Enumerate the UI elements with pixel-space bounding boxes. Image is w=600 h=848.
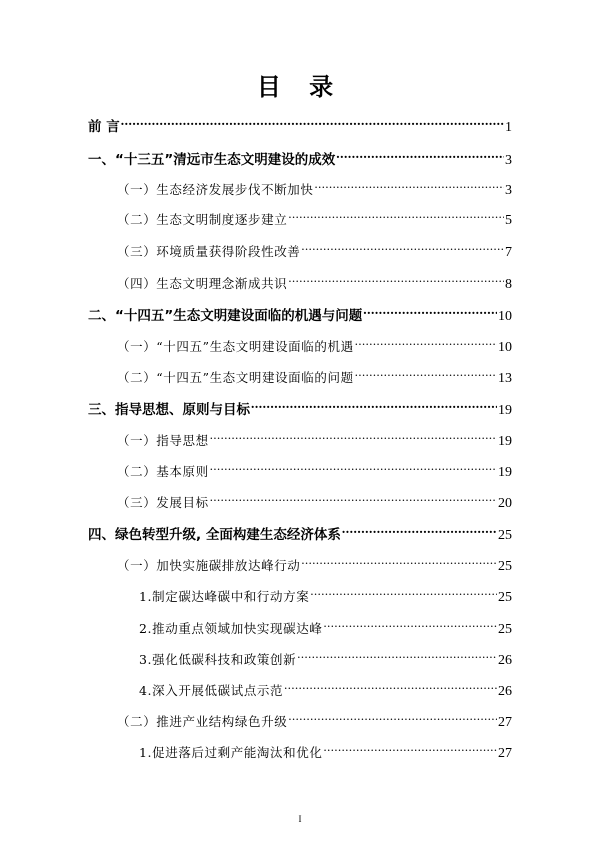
toc-leader-dots xyxy=(301,550,497,570)
toc-entry-label: 一、“十三五”清远市生态文明建设的成效 xyxy=(88,152,336,168)
toc-entry-label: 四、绿色转型升级, 全面构建生态经济体系 xyxy=(88,527,341,543)
toc-entry-label: 1.制定碳达峰碳中和行动方案 xyxy=(139,589,310,604)
toc-leader-dots xyxy=(323,737,497,757)
toc-entry-label: （二）推进产业结构绿色升级 xyxy=(117,714,288,729)
toc-entry-page: 20 xyxy=(498,496,512,511)
toc-entry-label: （三）发展目标 xyxy=(117,495,209,510)
toc-entry-label: 2.推动重点领域加快实现碳达峰 xyxy=(139,621,323,636)
toc-entry-label: （一）生态经济发展步伐不断加快 xyxy=(117,182,314,197)
toc-leader-dots xyxy=(323,613,497,633)
toc-entry-page: 25 xyxy=(498,528,512,543)
toc-entry-page: 10 xyxy=(498,309,512,324)
toc-entry-label: 1.促进落后过剩产能淘汰和优化 xyxy=(139,745,323,760)
toc-leader-dots xyxy=(336,144,504,164)
toc-leader-dots xyxy=(288,706,497,726)
toc-entry-page: 7 xyxy=(505,245,512,260)
toc-leader-dots xyxy=(251,394,497,414)
toc-entry-label: （二）生态文明制度逐步建立 xyxy=(117,212,288,227)
toc-entry-page: 27 xyxy=(498,746,512,761)
toc-entry[interactable] xyxy=(117,331,512,355)
toc-entry-page: 5 xyxy=(505,213,512,228)
toc-entry-page: 26 xyxy=(498,653,512,668)
toc-entry-label: （一）指导思想 xyxy=(117,433,209,448)
toc-leader-dots xyxy=(355,331,497,351)
toc-leader-dots xyxy=(210,425,497,445)
toc-leader-dots xyxy=(297,644,497,664)
page-title: 目 录 xyxy=(256,73,344,101)
toc-entry-label: （一）“十四五”生态文明建设面临的机遇 xyxy=(117,339,354,354)
toc-entry[interactable] xyxy=(139,737,512,761)
toc-entry-page: 13 xyxy=(498,371,512,386)
toc-entry[interactable] xyxy=(88,144,512,168)
toc-leader-dots xyxy=(315,174,504,194)
toc-entry-label: （二）基本原则 xyxy=(117,464,209,479)
toc-entry[interactable] xyxy=(88,519,512,543)
toc-entry[interactable] xyxy=(139,644,512,668)
toc-leader-dots xyxy=(121,111,504,131)
toc-leader-dots xyxy=(342,519,497,539)
toc-leader-dots xyxy=(210,487,497,507)
toc-entry-label: 二、“十四五”生态文明建设面临的机遇与问题 xyxy=(88,308,363,324)
toc-entry-page: 19 xyxy=(498,403,512,418)
toc-entry[interactable] xyxy=(88,394,512,418)
toc-entry[interactable] xyxy=(117,236,512,260)
toc-entry-page: 3 xyxy=(505,183,512,198)
toc-leader-dots xyxy=(355,362,497,382)
toc-entry[interactable] xyxy=(117,268,512,292)
toc-entry[interactable] xyxy=(117,425,512,449)
toc-entry[interactable] xyxy=(117,706,512,730)
toc-entry[interactable] xyxy=(117,204,512,228)
toc-entry-label: 4.深入开展低碳试点示范 xyxy=(139,683,284,698)
toc-leader-dots xyxy=(301,236,504,256)
toc-entry-page: 26 xyxy=(498,684,512,699)
toc-entry[interactable] xyxy=(88,111,512,135)
toc-entry-label: （二）“十四五”生态文明建设面临的问题 xyxy=(117,370,354,385)
toc-entry-page: 1 xyxy=(505,120,512,135)
toc-entry-page: 10 xyxy=(498,340,512,355)
toc-entry-label: 前 言 xyxy=(88,119,120,135)
toc-leader-dots xyxy=(288,268,504,288)
toc-entry-page: 8 xyxy=(505,277,512,292)
toc-leader-dots xyxy=(210,456,497,476)
toc-leader-dots xyxy=(310,581,497,601)
toc-entry[interactable] xyxy=(117,362,512,386)
toc-entry[interactable] xyxy=(117,174,512,198)
toc-leader-dots xyxy=(288,204,504,224)
toc-leader-dots xyxy=(363,300,497,320)
toc-entry-page: 25 xyxy=(498,590,512,605)
toc-entry[interactable] xyxy=(139,581,512,605)
toc-entry-label: （四）生态文明理念渐成共识 xyxy=(117,276,288,291)
toc-entry[interactable] xyxy=(117,487,512,511)
toc-entry-page: 3 xyxy=(505,153,512,168)
toc-entry[interactable] xyxy=(139,675,512,699)
toc-entry-page: 19 xyxy=(498,434,512,449)
toc-entry-page: 25 xyxy=(498,622,512,637)
toc-entry-label: 3.强化低碳科技和政策创新 xyxy=(139,652,297,667)
footer-page-number: I xyxy=(298,814,302,824)
toc-entry-label: （一）加快实施碳排放达峰行动 xyxy=(117,558,301,573)
toc-entry[interactable] xyxy=(139,613,512,637)
toc-entry[interactable] xyxy=(88,300,512,324)
toc-entry[interactable] xyxy=(117,456,512,480)
toc-entry-label: （三）环境质量获得阶段性改善 xyxy=(117,244,301,259)
toc-entry-page: 27 xyxy=(498,715,512,730)
toc-leader-dots xyxy=(284,675,497,695)
toc-entry-page: 19 xyxy=(498,465,512,480)
toc-entry-page: 25 xyxy=(498,559,512,574)
toc-entry-label: 三、指导思想、原则与目标 xyxy=(88,402,250,418)
toc-entry[interactable] xyxy=(117,550,512,574)
